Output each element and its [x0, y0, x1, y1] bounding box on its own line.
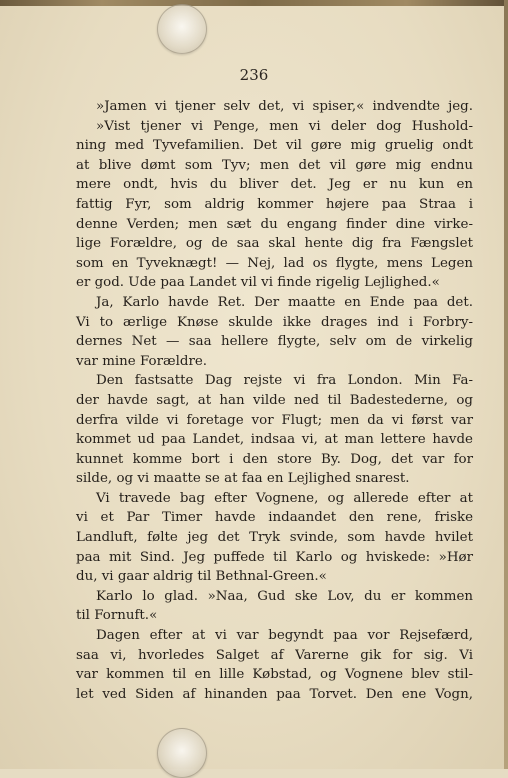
text-line: silde, og vi maatte se at faa en Lejlighed snarest. [76, 471, 410, 487]
text-line: vi et Par Timer havde indaandet den rene, friske [76, 510, 473, 526]
binder-clip-bottom [157, 728, 207, 778]
text-line: »Jamen vi tjener selv det, vi spiser,« indvendte jeg. [96, 99, 473, 114]
text-line: var mine Forældre. [76, 353, 208, 369]
text-line: som en Tyveknægt! — Nej, lad os flygte, mens Legen [76, 255, 473, 271]
text-line: kunnet komme bort i den store By. Dog, det var for [76, 451, 473, 467]
text-line: Den fastsatte Dag rejste vi fra London. Min Fa- [96, 373, 473, 389]
binder-clip-top [157, 4, 207, 54]
text-line: fattig Fyr, som aldrig kommer højere paa Straa i [76, 196, 473, 212]
text-line: »Vist tjener vi Penge, men vi deler dog Hushold- [96, 118, 473, 134]
text-line: kommet ud paa Landet, indsaa vi, at man lettere havde [76, 432, 473, 448]
text-line: let ved Siden af hinanden paa Torvet. Den ene Vogn, [76, 686, 473, 702]
text-line: Vi to ærlige Knøse skulde ikke drages ind i Forbry- [76, 314, 473, 330]
text-line: Karlo lo glad. »Naa, Gud ske Lov, du er kommen [96, 588, 473, 604]
text-line: paa mit Sind. Jeg puffede til Karlo og hviskede: »Hør [76, 549, 473, 565]
text-line: Ja, Karlo havde Ret. Der maatte en Ende paa det. [96, 294, 473, 310]
text-line: Vi travede bag efter Vognene, og allerede efter at [96, 490, 473, 506]
text-line: der havde sagt, at han vilde ned til Badestederne, og [76, 392, 473, 408]
text-line: til Fornuft.« [76, 608, 158, 624]
text-line: saa vi, hvorledes Salget af Varerne gik for sig. Vi [76, 647, 473, 663]
text-line: du, vi gaar aldrig til Bethnal-Green.« [76, 569, 327, 585]
page-number: 236 [239, 66, 269, 84]
page-right-edge [504, 0, 508, 769]
text-line: lige Forældre, og de saa skal hente dig fra Fængslet [76, 236, 473, 252]
text-line: derfra vilde vi foretage vor Flugt; men da vi først var [76, 412, 473, 428]
page-top-edge [0, 0, 508, 6]
text-line: Landluft, følte jeg det Tryk svinde, som havde hvilet [76, 530, 473, 546]
text-line: ning med Tyvefamilien. Det vil gøre mig gruelig ondt [76, 138, 473, 154]
text-line: var kommen til en lille Købstad, og Vognene blev stil- [76, 667, 473, 683]
text-line: denne Verden; men sæt du engang finder dine virke- [76, 216, 473, 232]
text-line: Dagen efter at vi var begyndt paa vor Rejsefærd, [96, 628, 473, 644]
text-line: mere ondt, hvis du bliver det. Jeg er nu kun en [76, 177, 473, 193]
body-text [76, 97, 473, 704]
text-line: dernes Net — saa hellere flygte, selv om de virkelig [76, 334, 473, 350]
text-line: er god. Ude paa Landet vil vi finde rigelig Lejlighed.« [76, 275, 440, 291]
text-line: at blive dømt som Tyv; men det vil gøre mig endnu [76, 157, 473, 173]
